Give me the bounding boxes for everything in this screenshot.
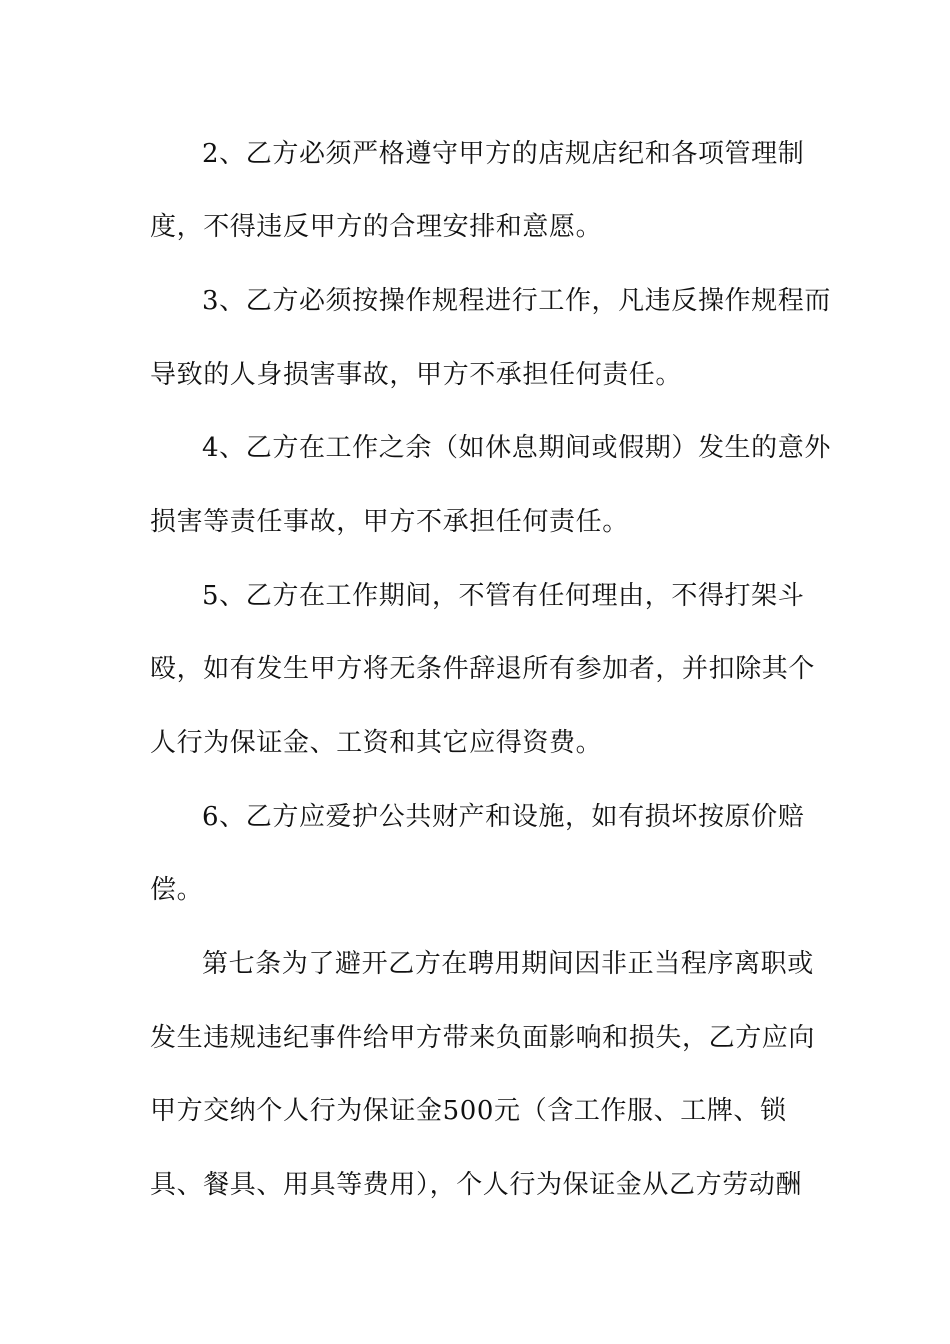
text-line: 甲方交纳个人行为保证金500元（含工作服、工牌、锁 (150, 1096, 787, 1126)
text-line: 6、乙方应爱护公共财产和设施，如有损坏按原价赔 (202, 802, 805, 832)
text-line: 发生违规违纪事件给甲方带来负面影响和损失，乙方应向 (150, 1023, 816, 1053)
text-line: 殴，如有发生甲方将无条件辞退所有参加者，并扣除其个 (150, 654, 816, 684)
text-line: 损害等责任事故，甲方不承担任何责任。 (150, 507, 629, 537)
text-line: 人行为保证金、工资和其它应得资费。 (150, 728, 603, 758)
text-line: 5、乙方在工作期间，不管有任何理由，不得打架斗 (202, 581, 805, 611)
text-line: 导致的人身损害事故，甲方不承担任何责任。 (150, 360, 683, 390)
text-line: 3、乙方必须按操作规程进行工作，凡违反操作规程而 (202, 286, 831, 316)
text-line: 偿。 (150, 875, 204, 905)
text-line: 第七条为了避开乙方在聘用期间因非正当程序离职或 (202, 949, 814, 979)
text-line: 度，不得违反甲方的合理安排和意愿。 (150, 212, 603, 242)
text-line: 具、餐具、用具等费用），个人行为保证金从乙方劳动酬 (150, 1170, 803, 1200)
text-line: 2、乙方必须严格遵守甲方的店规店纪和各项管理制 (202, 139, 805, 169)
text-line: 4、乙方在工作之余（如休息期间或假期）发生的意外 (202, 433, 831, 463)
